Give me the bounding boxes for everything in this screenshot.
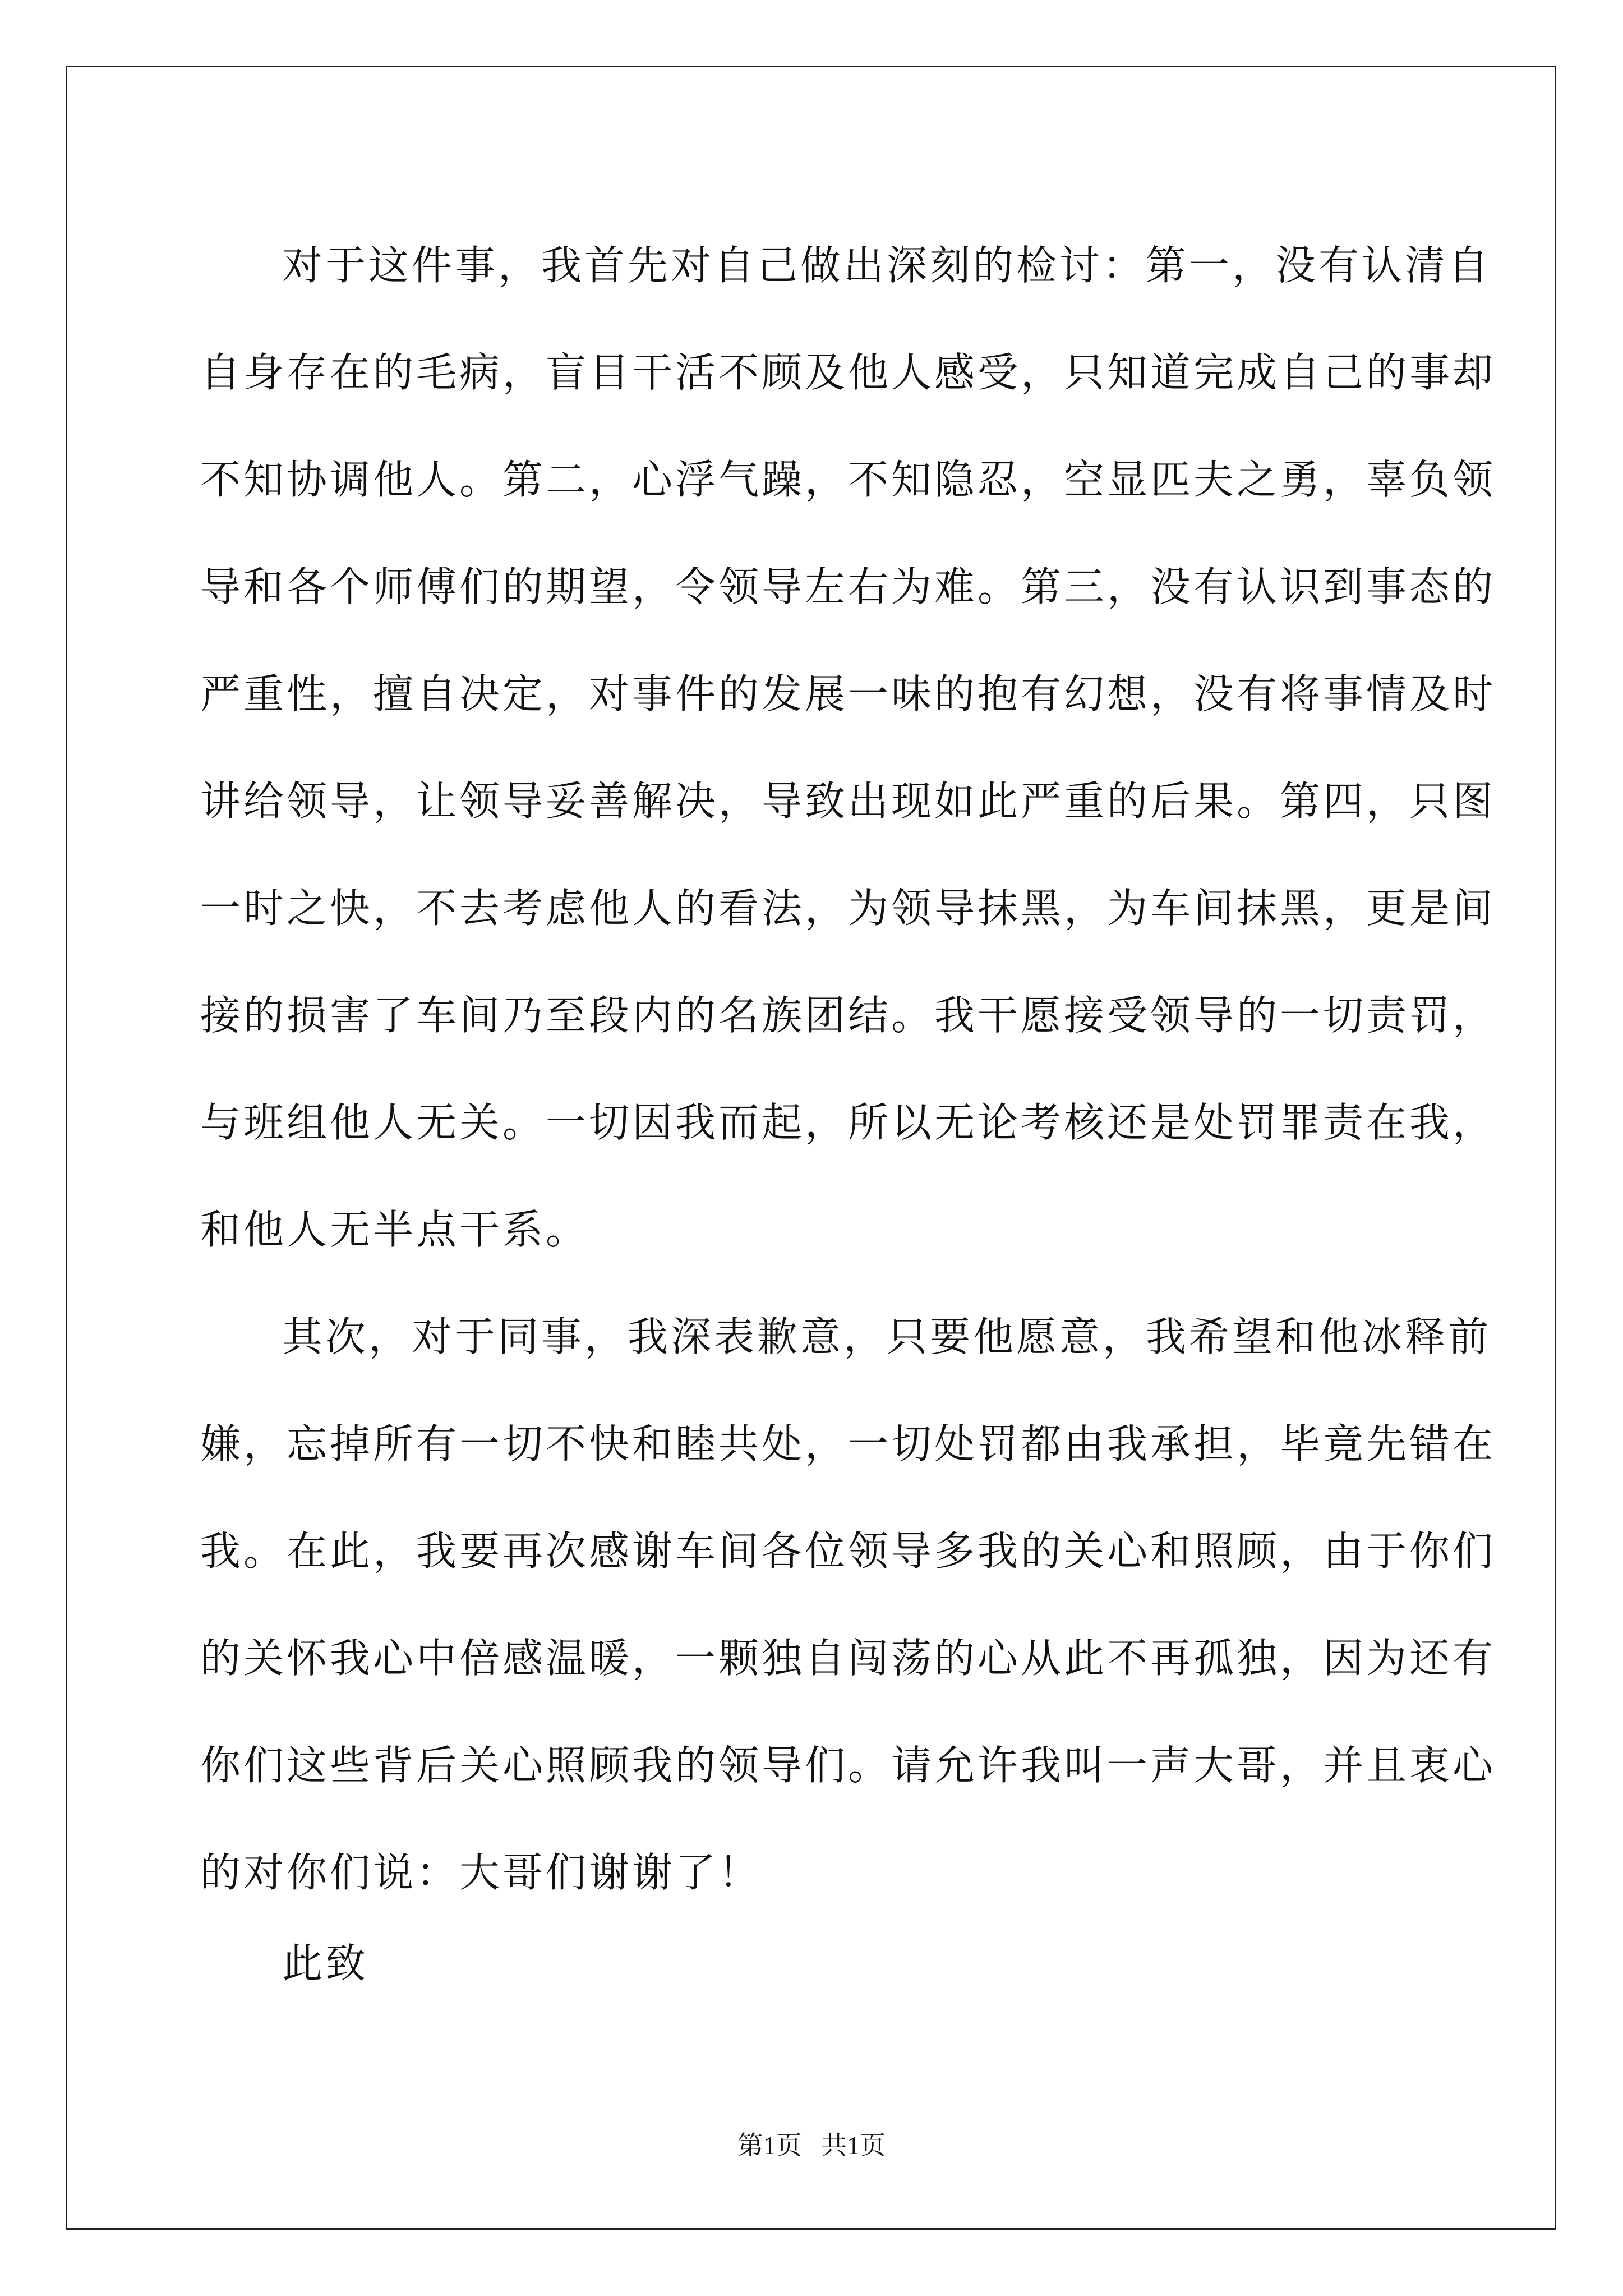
paragraph-1-line-9: 与班组他人无关。一切因我而起，所以无论考核还是处罚罪责在我，: [200, 1099, 1496, 1146]
paragraph-1-line-8: 接的损害了车间乃至段内的名族团结。我干愿接受领导的一切责罚，: [200, 992, 1496, 1039]
paragraph-2-line-3: 我。在此，我要再次感谢车间各位领导多我的关心和照顾，由于你们: [200, 1527, 1496, 1575]
paragraph-1-line-10: 和他人无半点干系。: [200, 1206, 589, 1253]
paragraph-1-line-2: 自身存在的毛病，盲目干活不顾及他人感受，只知道完成自己的事却: [200, 349, 1496, 396]
paragraph-2-line-2: 嫌，忘掉所有一切不快和睦共处，一切处罚都由我承担，毕竟先错在: [200, 1420, 1496, 1467]
paragraph-1-line-4: 导和各个师傅们的期望，令领导左右为难。第三，没有认识到事态的: [200, 563, 1496, 610]
paragraph-1-line-6: 讲给领导，让领导妥善解决，导致出现如此严重的后果。第四，只图: [200, 777, 1496, 825]
paragraph-1-line-5: 严重性，擅自决定，对事件的发展一味的抱有幻想，没有将事情及时: [200, 670, 1496, 717]
paragraph-1-line-7: 一时之快，不去考虑他人的看法，为领导抹黑，为车间抹黑，更是间: [200, 885, 1496, 932]
paragraph-2-line-4: 的关怀我心中倍感温暖，一颗独自闯荡的心从此不再孤独，因为还有: [200, 1635, 1496, 1682]
page-footer: 第1页 共1页: [737, 2131, 886, 2160]
paragraph-2-line-5: 你们这些背后关心照顾我的领导们。请允许我叫一声大哥，并且衷心: [200, 1742, 1496, 1789]
paragraph-2-line-6: 的对你们说：大哥们谢谢了！: [200, 1849, 762, 1896]
document-body: [200, 212, 1496, 1926]
paragraph-1-line-1: 对于这件事，我首先对自己做出深刻的检讨：第一，没有认清自: [282, 242, 1492, 289]
paragraph-2-line-1: 其次，对于同事，我深表歉意，只要他愿意，我希望和他冰释前: [282, 1313, 1492, 1360]
paragraph-1-line-3: 不知协调他人。第二，心浮气躁，不知隐忍，空显匹夫之勇，辜负领: [200, 456, 1496, 503]
closing-salutation: 此致: [282, 1940, 369, 1987]
